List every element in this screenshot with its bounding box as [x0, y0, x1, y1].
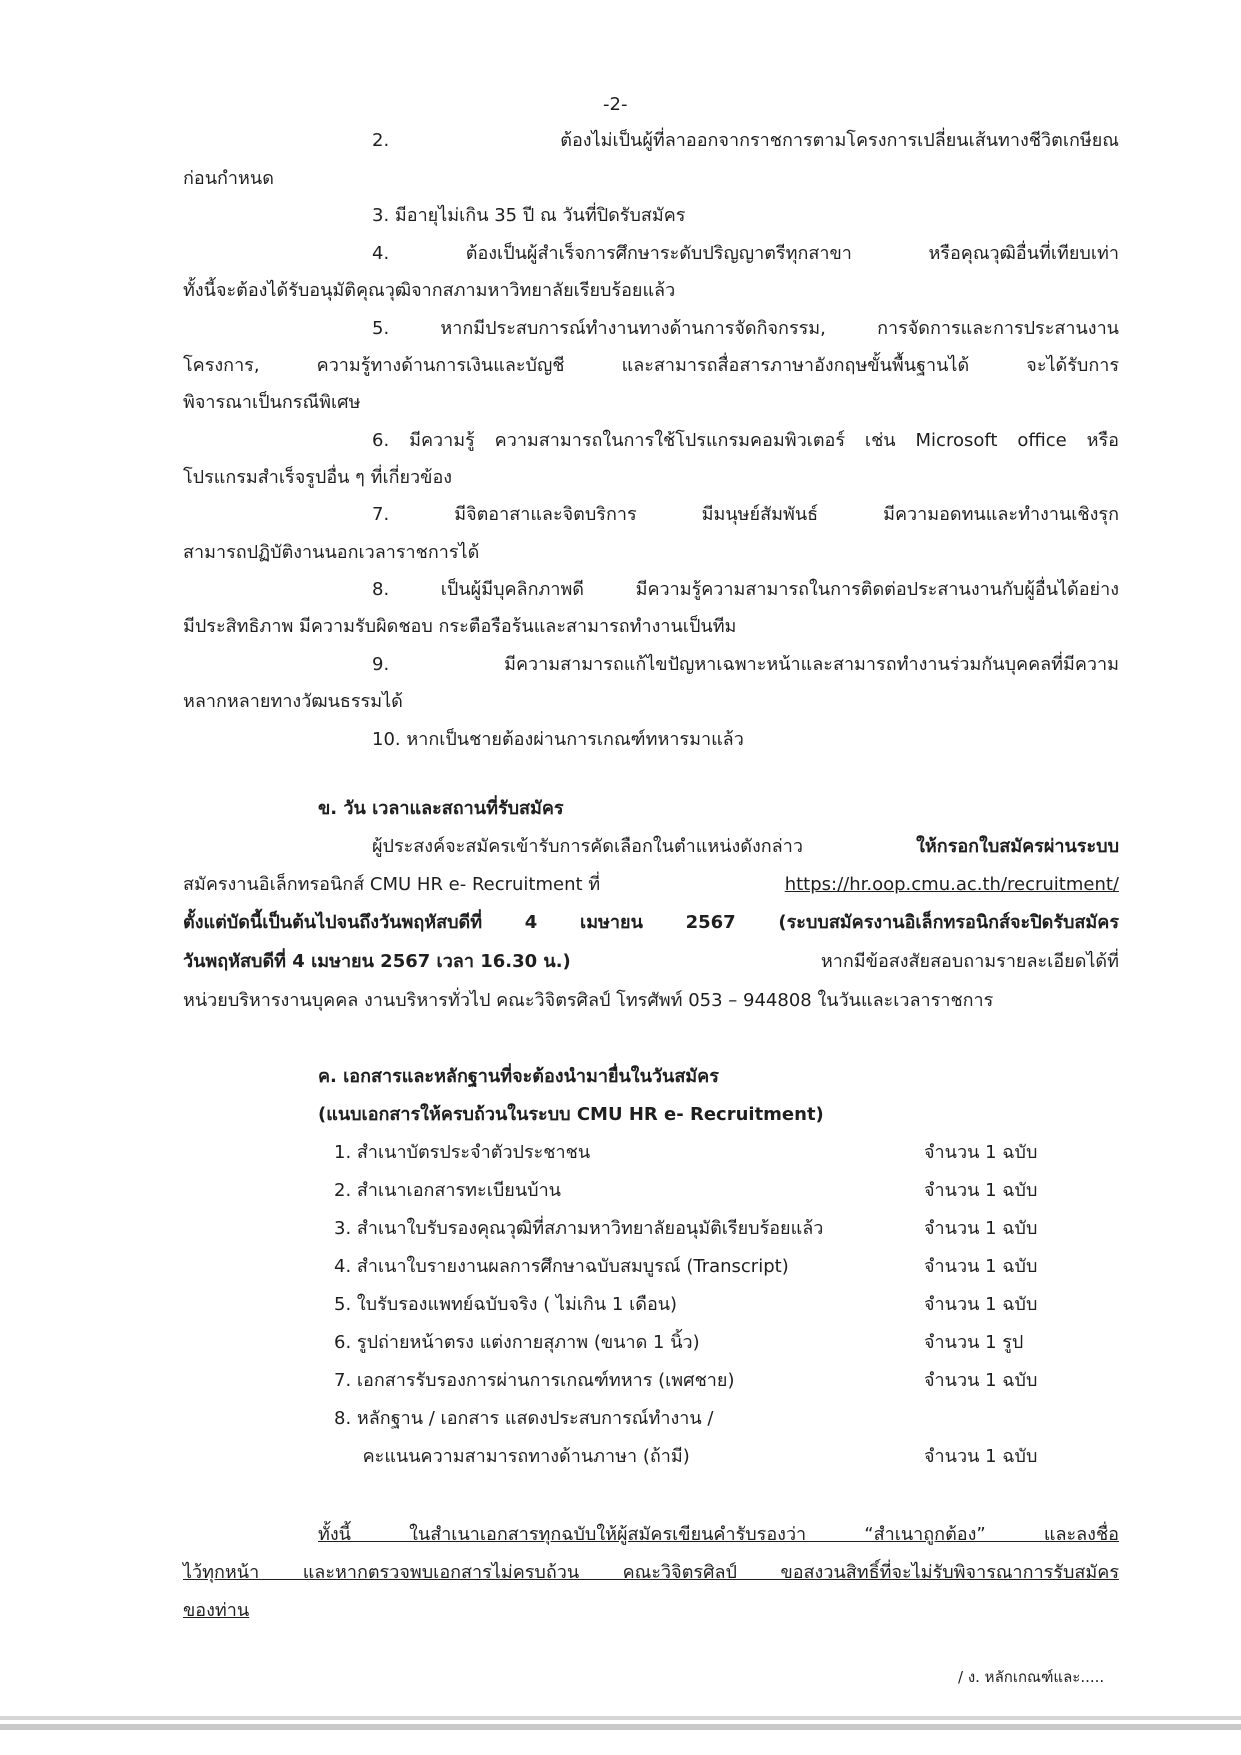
- qualification-4-line2: ทั้งนี้จะต้องได้รับอนุมัติคุณวุฒิจากสภามหาวิทยาลัยเรียบร้อยแล้ว: [183, 280, 676, 301]
- document-item-4: 4. สำเนาใบรายงานผลการศึกษาฉบับสมบูรณ์ (Transcript): [334, 1256, 789, 1277]
- qualification-2-line1: 2. ต้องไม่เป็นผู้ที่ลาออกจากราชการตามโครงการเปลี่ยนเส้นทางชีวิตเกษียณ: [372, 130, 1119, 151]
- section-b-contact-intro: หากมีข้อสงสัยสอบถามรายละเอียดได้ที่: [820, 951, 1119, 972]
- qualification-6-line1: 6. มีความรู้ ความสามารถในการใช้โปรแกรมคอมพิวเตอร์ เช่น Microsoft office หรือ: [372, 430, 1119, 451]
- scan-band-bottom: [0, 1724, 1241, 1730]
- document-item-1: 1. สำเนาบัตรประจำตัวประชาชน: [334, 1142, 591, 1163]
- qualification-7-line2: สามารถปฏิบัติงานนอกเวลาราชการได้: [183, 542, 480, 563]
- section-b-text: ผู้ประสงค์จะสมัครเข้ารับการคัดเลือกในตำแหน่งดังกล่าว: [372, 836, 803, 857]
- section-b-line2: [183, 876, 1119, 894]
- section-b-system-text: สมัครงานอิเล็กทรอนิกส์ CMU HR e- Recruitment ที่: [183, 874, 601, 895]
- document-item-8-cont: คะแนนความสามารถทางด้านภาษา (ถ้ามี): [334, 1446, 690, 1467]
- document-item-2-qty: จำนวน 1 ฉบับ: [924, 1180, 1038, 1201]
- qualification-9-line2: หลากหลายทางวัฒนธรรมได้: [183, 691, 403, 712]
- qualification-3: 3. มีอายุไม่เกิน 35 ปี ณ วันที่ปิดรับสมัคร: [372, 205, 686, 226]
- note-line3: ของท่าน: [183, 1600, 250, 1621]
- document-item-2: 2. สำเนาเอกสารทะเบียนบ้าน: [334, 1180, 561, 1201]
- document-item-8: 8. หลักฐาน / เอกสาร แสดงประสบการณ์ทำงาน /: [334, 1408, 714, 1429]
- recruitment-link[interactable]: https://hr.oop.cmu.ac.th/recruitment/: [784, 874, 1119, 895]
- qualification-7-line1: 7. มีจิตอาสาและจิตบริการ มีมนุษย์สัมพันธ์ มีความอดทนและทำงานเชิงรุก: [372, 504, 1119, 525]
- document-item-7: 7. เอกสารรับรองการผ่านการเกณฑ์ทหาร (เพศชาย): [334, 1370, 735, 1391]
- qualification-6-line2: โปรแกรมสำเร็จรูปอื่น ๆ ที่เกี่ยวข้อง: [183, 467, 453, 488]
- document-item-4-qty: จำนวน 1 ฉบับ: [924, 1256, 1038, 1277]
- section-c-subheading: (แนบเอกสารให้ครบถ้วนในระบบ CMU HR e- Recruitment): [318, 1104, 824, 1125]
- section-b-line5: หน่วยบริหารงานบุคคล งานบริหารทั่วไป คณะวิจิตรศิลป์ โทรศัพท์ 053 – 944808 ในวันและเวลาราชการ: [183, 990, 994, 1011]
- section-b-line3: ตั้งแต่บัดนี้เป็นต้นไปจนถึงวันพฤหัสบดีที่ 4 เมษายน 2567 (ระบบสมัครงานอิเล็กทรอนิกส์จะปิดรับสมัคร: [183, 912, 1119, 933]
- continuation-marker: / ง. หลักเกณฑ์และ.....: [958, 1668, 1105, 1686]
- document-item-7-qty: จำนวน 1 ฉบับ: [924, 1370, 1038, 1391]
- qualification-5-line3: พิจารณาเป็นกรณีพิเศษ: [183, 392, 361, 413]
- document-item-5-qty: จำนวน 1 ฉบับ: [924, 1294, 1038, 1315]
- qualification-2-line2: ก่อนกำหนด: [183, 168, 274, 189]
- qualification-8-line1: 8. เป็นผู้มีบุคลิกภาพดี มีความรู้ความสามารถในการติดต่อประสานงานกับผู้อื่นได้อย่าง: [372, 579, 1119, 600]
- document-item-6: 6. รูปถ่ายหน้าตรง แต่งกายสุภาพ (ขนาด 1 นิ้ว): [334, 1332, 700, 1353]
- section-b-line4: [183, 953, 1119, 971]
- section-b-instruction: ให้กรอกใบสมัครผ่านระบบ: [916, 836, 1119, 857]
- page-number: -2-: [603, 94, 628, 115]
- section-b-deadline: วันพฤหัสบดีที่ 4 เมษายน 2567 เวลา 16.30 น.): [183, 951, 571, 972]
- qualification-5-line1: 5. หากมีประสบการณ์ทำงานทางด้านการจัดกิจกรรม, การจัดการและการประสานงาน: [372, 318, 1119, 339]
- qualification-8-line2: มีประสิทธิภาพ มีความรับผิดชอบ กระตือรือร้นและสามารถทำงานเป็นทีม: [183, 616, 737, 637]
- document-item-3: 3. สำเนาใบรับรองคุณวุฒิที่สภามหาวิทยาลัยอนุมัติเรียบร้อยแล้ว: [334, 1218, 824, 1239]
- qualification-10: 10. หากเป็นชายต้องผ่านการเกณฑ์ทหารมาแล้ว: [372, 729, 744, 750]
- note-line2: ไว้ทุกหน้า และหากตรวจพบเอกสารไม่ครบถ้วน คณะวิจิตรศิลป์ ขอสงวนสิทธิ์ที่จะไม่รับพิจารณาการรับสมัคร: [183, 1562, 1119, 1583]
- qualification-9-line1: 9. มีความสามารถแก้ไขปัญหาเฉพาะหน้าและสามารถทำงานร่วมกันบุคคลที่มีความ: [372, 654, 1119, 675]
- document-item-3-qty: จำนวน 1 ฉบับ: [924, 1218, 1038, 1239]
- qualification-5-line2: โครงการ, ความรู้ทางด้านการเงินและบัญชี และสามารถสื่อสารภาษาอังกฤษขั้นพื้นฐานได้ จะได้รับการ: [183, 355, 1119, 376]
- scan-band-top: [0, 1716, 1241, 1720]
- section-c-heading: ค. เอกสารและหลักฐานที่จะต้องนำมายื่นในวันสมัคร: [318, 1066, 719, 1087]
- section-b-line1: [372, 838, 1119, 856]
- document-item-1-qty: จำนวน 1 ฉบับ: [924, 1142, 1038, 1163]
- document-item-8-qty: จำนวน 1 ฉบับ: [924, 1446, 1038, 1467]
- document-item-5: 5. ใบรับรองแพทย์ฉบับจริง ( ไม่เกิน 1 เดือน): [334, 1294, 678, 1315]
- document-item-6-qty: จำนวน 1 รูป: [924, 1332, 1024, 1353]
- note-line1: ทั้งนี้ ในสำเนาเอกสารทุกฉบับให้ผู้สมัครเขียนคำรับรองว่า “สำเนาถูกต้อง” และลงชื่อ: [318, 1524, 1119, 1545]
- qualification-4-line1: 4. ต้องเป็นผู้สำเร็จการศึกษาระดับปริญญาตรีทุกสาขา หรือคุณวุฒิอื่นที่เทียบเท่า: [372, 243, 1119, 264]
- section-b-heading: ข. วัน เวลาและสถานที่รับสมัคร: [318, 798, 564, 819]
